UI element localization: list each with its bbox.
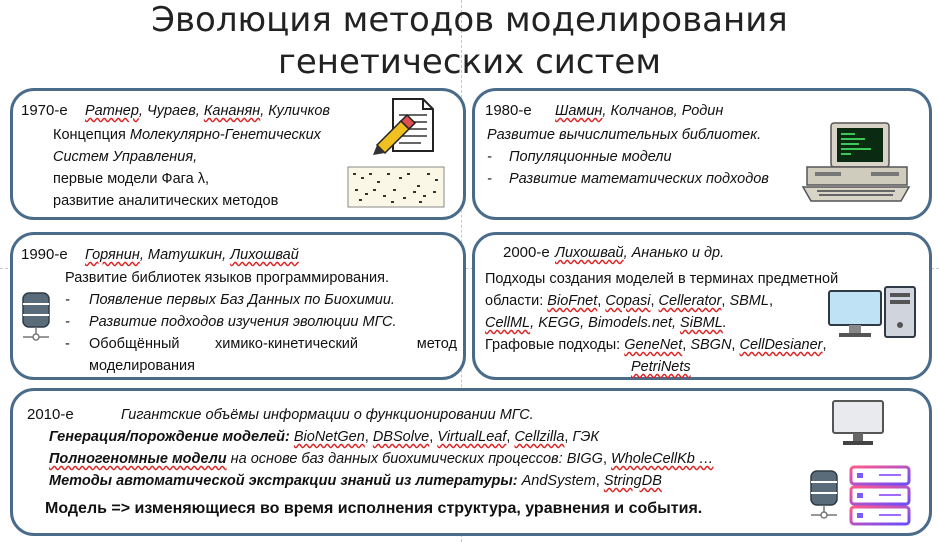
database-icon <box>809 469 839 523</box>
text-2000-l2: области: BioFnet, Copasi, Cellerator, SBML, <box>485 293 773 309</box>
conclusion: Модель => изменяющиеся во время исполнения структура, уравнения и события. <box>45 500 703 517</box>
card-1990 <box>10 232 466 380</box>
database-icon <box>21 291 51 343</box>
monitor-icon <box>829 399 889 449</box>
text-2010-genome: Полногеномные модели на основе баз данных биохимических процессов: BIGG, WholeCellKb … <box>49 451 714 467</box>
bullet-1990-3: - Обобщённый химико-кинетический метод <box>65 336 457 352</box>
text-1970-l2: Систем Управления, <box>53 149 198 165</box>
year-1970: 1970-е <box>21 102 68 119</box>
bullet-1980-2: - Развитие математических подходов <box>487 171 769 187</box>
authors-1980: Шамин, Колчанов, Родин <box>555 103 724 119</box>
card-2000 <box>472 232 932 380</box>
bullet-1990-1: - Появление первых Баз Данных по Биохимии. <box>65 292 395 308</box>
card-2010 <box>10 388 932 536</box>
text-1990-l1: Развитие библиотек языков программирования. <box>65 270 390 286</box>
year-2010: 2010-е <box>27 406 74 423</box>
text-1970-l1: Концепция Молекулярно-Генетических <box>53 127 321 143</box>
card-1970 <box>10 88 466 220</box>
text-1990-cont: моделирования <box>89 358 196 374</box>
title-line-1: Эволюция методов моделирования <box>151 0 788 40</box>
document-pencil-icon <box>371 95 445 155</box>
authors-1970: Ратнер, Чураев, Кананян, Куличков <box>85 103 330 119</box>
text-2010-gen: Генерация/порождение моделей: BioNetGen, DBSolve, VirtualLeaf, Cellzilla, ГЭК <box>49 429 599 445</box>
year-2000: 2000-е <box>503 244 550 261</box>
punched-tape-icon <box>347 165 447 209</box>
text-1970-l3: первые модели Фага λ, <box>53 171 209 187</box>
text-2010-extract: Методы автоматической экстракции знаний из литературы: AndSystem, StringDB <box>49 473 662 489</box>
text-1980-l1: Развитие вычислительных библиотек. <box>487 127 762 143</box>
bullet-1990-2: - Развитие подходов изучения эволюции МГС. <box>65 314 397 330</box>
title-line-2: генетических систем <box>278 42 661 82</box>
card-1980 <box>472 88 932 220</box>
desktop-computer-icon <box>827 285 917 341</box>
retro-computer-icon <box>801 121 911 203</box>
authors-1990: Горянин, Матушкин, Лихошвай <box>85 247 299 263</box>
text-2000-l1: Подходы создания моделей в терминах предметной <box>485 271 839 287</box>
server-stack-icon <box>849 463 911 529</box>
text-1970-l4: развитие аналитических методов <box>53 193 279 209</box>
year-1980: 1980-е <box>485 102 532 119</box>
text-2010-l1: Гигантские объёмы информации о функционировании МГС. <box>121 407 534 423</box>
year-1990: 1990-е <box>21 246 68 263</box>
bullet-1980-1: - Популяционные модели <box>487 149 672 165</box>
text-2000-l4: Графовые подходы: GeneNet, SBGN, CellDesianer, <box>485 337 827 353</box>
text-2000-l3: CellML, KEGG, Bimodels.net, SiBML. <box>485 315 727 331</box>
text-2000-l5: PetriNets <box>631 359 691 375</box>
authors-2000: Лихошвай, Ананько и др. <box>555 245 725 261</box>
